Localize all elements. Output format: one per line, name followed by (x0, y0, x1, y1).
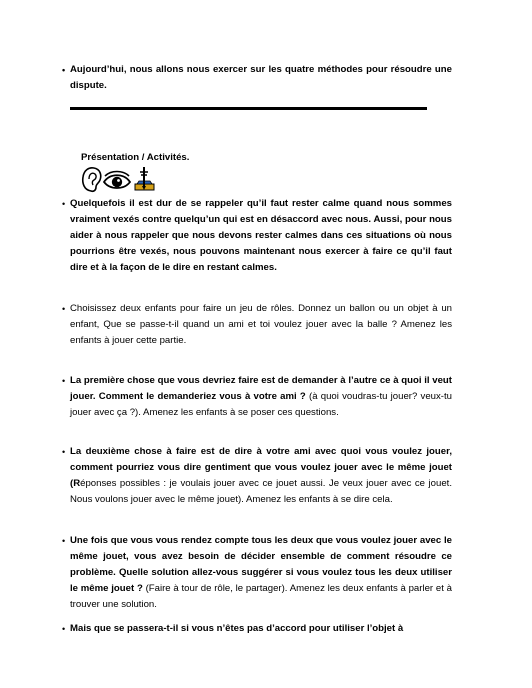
list-item (62, 621, 452, 637)
bullet-icon: • (62, 65, 66, 75)
intro-paragraph (62, 62, 452, 94)
list-item (62, 444, 452, 508)
list-item (62, 196, 452, 276)
item-bold-text: Quelquefois il est dur de se rappeler qu’il faut rester calme quand nous sommes vraiment vexés contre quelqu’un qui est en désaccord avec nous. Aussi, pour nous aider à nous rappeler que nous devons rester calmes dans ces situations où nous pourrions être vexés, nous pouvons maintenant nous exercer à faire ce qu’il faut dire et à la façon de le dire en restant calmes. (70, 198, 452, 273)
item-bold-text: La première chose que vous devriez faire est de demander à l’autre ce à quoi il veut jouer. Comment le demanderiez vous à votre ami ? (70, 375, 452, 402)
item-text: Choisissez deux enfants pour faire un jeu de rôles. Donnez un ballon ou un objet à un enfant, Que se passe-t-il quand un ami et toi voulez jouer avec la balle ? Amenez les enfants à jouer cette partie. (70, 303, 452, 346)
item-text: (Faire à tour de rôle, le partager). Amenez les deux enfants à parler et à trouver une solution. (70, 583, 452, 610)
hand-writing-icon (135, 167, 154, 190)
activity-icons (80, 166, 158, 194)
bullet-icon: • (62, 304, 66, 314)
bullet-icon: • (62, 536, 66, 546)
item-text: (à quoi voudras-tu jouer? veux-tu jouer avec ça ?). Amenez les enfants à se poser ces questions. (70, 391, 453, 418)
bullet-icon: • (62, 447, 66, 457)
item-bold-text: Une fois que vous vous rendez compte tous les deux que vous voulez jouer avec le même jouet, vous avez besoin de décider ensemble de comment résoudre ce problème. Quelle solution allez-vous suggérer si vous voulez tous les deux utiliser le même jouet ? (70, 535, 452, 594)
list-item (62, 301, 452, 349)
bullet-icon: • (62, 624, 66, 634)
section-title: Présentation / Activités. (81, 152, 190, 163)
ear-icon (83, 168, 101, 191)
bullet-icon: • (62, 199, 66, 209)
intro-text: Aujourd’hui, nous allons nous exercer sur les quatre méthodes pour résoudre une dispute. (70, 64, 452, 91)
list-item (62, 533, 452, 613)
bullet-icon: • (62, 376, 66, 386)
item-bold-text: Mais que se passera-t-il si vous n’êtes pas d’accord pour utiliser l’objet à (70, 623, 404, 634)
item-bold-text: La deuxième chose à faire est de dire à votre ami avec quoi vous voulez jouer, comment pourriez vous dire gentiment que vous voulez jouer avec le même jouet (R (70, 446, 452, 489)
eye-icon (104, 172, 130, 189)
item-text: éponses possibles : je voulais jouer avec ce jouet aussi. Je veux jouer avec ce jouet. Nous voulons jouer avec le même jouet). Amenez les enfants à se dire cela. (70, 478, 452, 505)
list-item (62, 373, 453, 421)
horizontal-divider (70, 107, 427, 110)
